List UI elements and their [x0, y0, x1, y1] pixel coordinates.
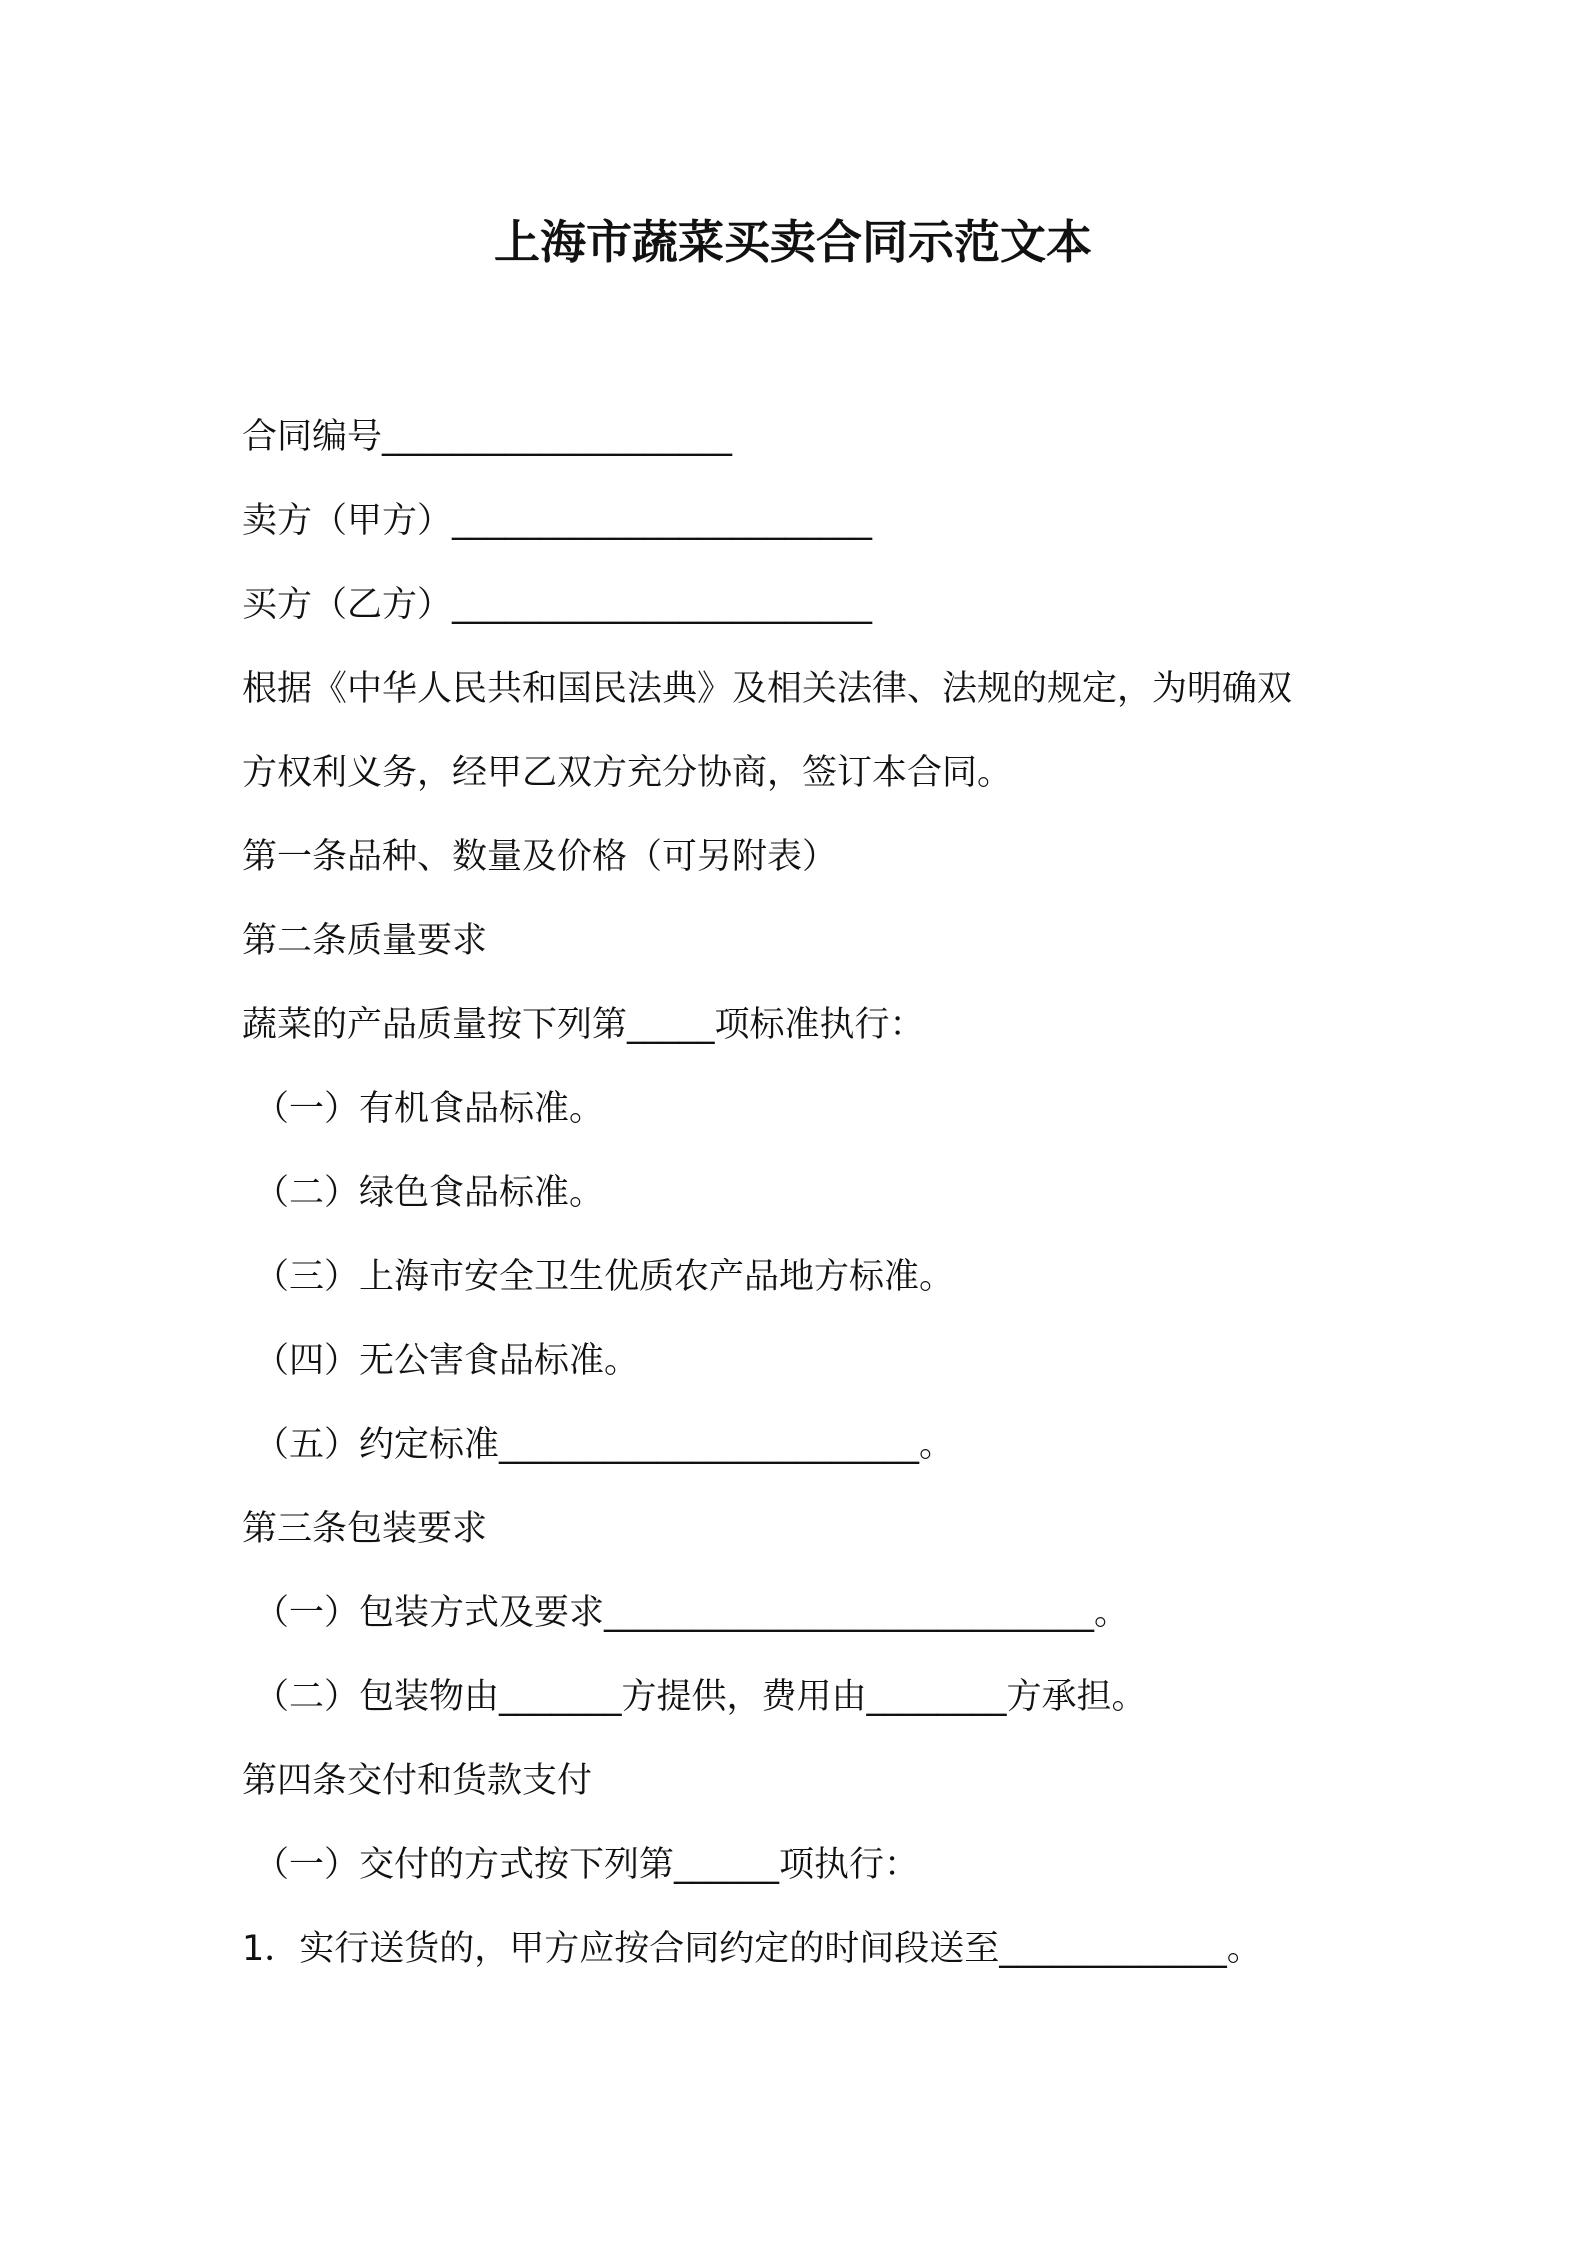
- article-1-heading: 第一条品种、数量及价格（可另附表）: [242, 837, 838, 877]
- delivery-method-intro: （一）交付的方式按下列第______项执行：: [254, 1845, 920, 1885]
- quality-standard-intro: 蔬菜的产品质量按下列第_____项标准执行：: [242, 1005, 925, 1045]
- packaging-item-2: （二）包装物由_______方提供，费用由________方承担。: [254, 1677, 1147, 1717]
- article-4-heading: 第四条交付和货款支付: [242, 1761, 593, 1801]
- document-title: 上海市蔬菜买卖合同示范文本: [494, 215, 1092, 269]
- preamble-line-2: 方权利义务，经甲乙双方充分协商，签订本合同。: [242, 753, 1013, 793]
- article-2-heading: 第二条质量要求: [242, 921, 488, 961]
- buyer-line: 买方（乙方）________________________: [242, 585, 873, 625]
- contract-number-line: 合同编号____________________: [242, 417, 733, 457]
- seller-line: 卖方（甲方）________________________: [242, 501, 873, 541]
- quality-option-3: （三）上海市安全卫生优质农产品地方标准。: [254, 1257, 955, 1297]
- delivery-option-1: 1．实行送货的，甲方应按合同约定的时间段送至_____________。: [242, 1929, 1262, 1969]
- quality-option-1: （一）有机食品标准。: [254, 1089, 605, 1129]
- quality-option-4: （四）无公害食品标准。: [254, 1341, 640, 1381]
- preamble-line-1: 根据《中华人民共和国民法典》及相关法律、法规的规定，为明确双: [242, 669, 1293, 709]
- packaging-item-1: （一）包装方式及要求____________________________。: [254, 1593, 1130, 1633]
- article-3-heading: 第三条包装要求: [242, 1509, 488, 1549]
- quality-option-2: （二）绿色食品标准。: [254, 1173, 605, 1213]
- quality-option-5: （五）约定标准________________________。: [254, 1425, 955, 1465]
